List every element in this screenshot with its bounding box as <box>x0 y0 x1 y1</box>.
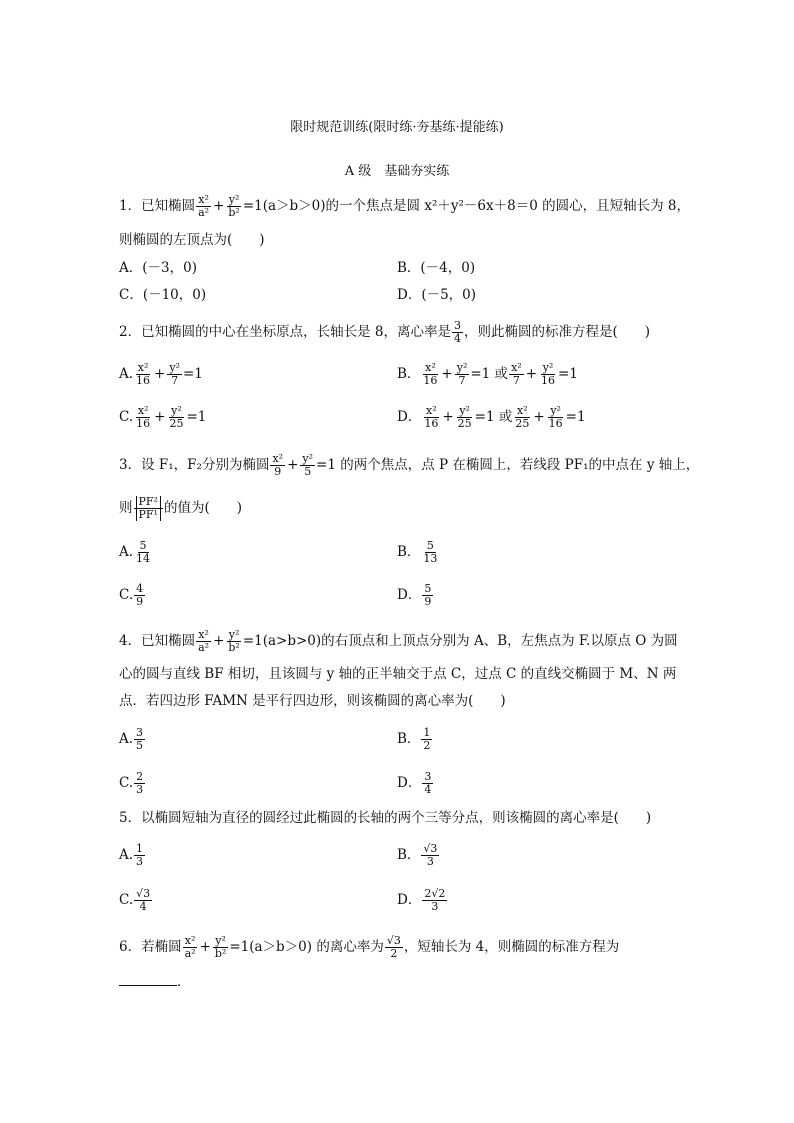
q1-option-c: C．(－10，0) <box>119 287 207 303</box>
question-1-line-1: 1．已知椭圆 $\frac{\text{x²}}{\text{a²}}$ + $\frac{\text{y²}}{\text{b²}}$ =1(a＞b＞0)的一个焦点是圆 x²＋y²－6x＋8＝0 的圆心，且短轴长为 8， <box>119 193 690 219</box>
fraction: $\frac{\text{y²}}{25}$ <box>457 404 472 430</box>
fraction: $\frac{4}{9}$ <box>136 582 144 608</box>
fraction: $\frac{\text{x²}}{9}$ <box>272 452 284 478</box>
answer-blank[interactable] <box>119 973 177 986</box>
fraction: $\frac{3}{4}$ <box>424 770 432 796</box>
fraction: $\frac{\text{y²}}{16}$ <box>548 404 563 430</box>
q1-option-b: B．(－4，0) <box>397 260 476 276</box>
question-3-line-2: 则 $\frac{\text{PF²}}{\text{PF¹}}$ 的值为( ) <box>119 495 242 521</box>
fraction: $\frac{\text{y²}}{\text{b²}}$ <box>214 934 227 960</box>
q4-option-d: D． $\frac{3}{4}$ <box>397 770 432 796</box>
question-4-line-2: 心的圆与直线 BF 相切，且该圆与 y 轴的正半轴交于点 C，过点 C 的直线交椭圆于 M、N 两 <box>119 666 677 682</box>
q4-option-c: C. $\frac{2}{3}$ <box>119 770 144 796</box>
q1-tail: =1(a＞b＞0)的一个焦点是圆 x²＋y²－6x＋8＝0 的圆心，且短轴长为 8， <box>242 198 690 214</box>
question-5-stem: 5．以椭圆短轴为直径的圆经过此椭圆的长轴的两个三等分点，则该椭圆的离心率是( ) <box>119 810 652 826</box>
fraction: $\frac{\text{y²}}{7}$ <box>169 361 180 387</box>
fraction: $\frac{\text{x²}}{7}$ <box>511 361 522 387</box>
fraction: $\frac{\text{x²}}{\text{a²}}$ <box>198 193 210 219</box>
fraction: $\frac{3}{4}$ <box>453 319 461 345</box>
q4-option-b: B． $\frac{1}{2}$ <box>397 726 431 752</box>
fraction: $\frac{\text{x²}}{\text{a²}}$ <box>198 628 210 654</box>
page-title: 限时规范训练(限时练·夯基练·提能练) <box>290 120 504 135</box>
question-3-line-1: 3．设 F₁，F₂分别为椭圆 $\frac{\text{x²}}{9}$ + $\frac{\text{y²}}{5}$ =1 的两个焦点，点 P 在椭圆上，若线段 PF₁的中点在 y 轴上， <box>119 452 700 478</box>
q5-option-c: C. $\frac{√3}{4}$ <box>119 887 151 913</box>
fraction: $\frac{\text{y²}}{\text{b²}}$ <box>228 628 240 654</box>
q2-option-c: C. $\frac{\text{x²}}{16}$ + $\frac{\text{y²}}{25}$ =1 <box>119 404 207 430</box>
fraction: $\frac{\text{x²}}{16}$ <box>423 361 438 387</box>
q5-option-a: A. $\frac{1}{3}$ <box>119 842 144 868</box>
question-6-line-2: ． <box>119 972 191 992</box>
q5-option-d: D． $\frac{2√2}{3}$ <box>397 887 446 913</box>
fraction: $\frac{1}{3}$ <box>136 842 144 868</box>
question-6-line-1: 6．若椭圆 $\frac{\text{x²}}{\text{a²}}$ + $\frac{\text{y²}}{\text{b²}}$ =1(a＞b＞0) 的离心率为 $\frac{√3}{2}$ ，短轴长为 4，则椭圆的标准方程为 <box>119 934 620 960</box>
fraction: $\frac{\text{y²}}{7}$ <box>456 361 468 387</box>
fraction: $\frac{5}{14}$ <box>136 539 151 565</box>
q2-option-a: A. $\frac{\text{x²}}{16}$ + $\frac{\text{y²}}{7}$ =1 <box>119 361 203 387</box>
q2-option-b: B． $\frac{\text{x²}}{16}$ + $\frac{\text{y²}}{7}$ =1 或 $\frac{\text{x²}}{7}$ + $\frac{\text{y²}}{16}$ =1 <box>397 361 578 387</box>
fraction: $\frac{\text{PF²}}{\text{PF¹}}$ <box>134 496 163 521</box>
q1-option-a: A．(－3，0) <box>119 260 197 276</box>
fraction: $\frac{5}{13}$ <box>423 539 438 565</box>
question-4-line-1: 4．已知椭圆 $\frac{\text{x²}}{\text{a²}}$ + $\frac{\text{y²}}{\text{b²}}$ =1(a>b>0)的右顶点和上顶点分别为 A、B，左焦点为 F.以原点 O 为圆 <box>119 628 678 654</box>
fraction: $\frac{\text{x²}}{16}$ <box>136 404 151 430</box>
q3-option-c: C. $\frac{4}{9}$ <box>119 582 144 608</box>
fraction: $\frac{3}{5}$ <box>136 726 144 752</box>
fraction: $\frac{√3}{4}$ <box>136 887 151 913</box>
fraction: $\frac{1}{2}$ <box>423 726 431 752</box>
fraction: $\frac{5}{9}$ <box>424 582 432 608</box>
q1-option-d: D．(－5，0) <box>397 287 477 303</box>
q5-option-b: B． $\frac{√3}{3}$ <box>397 842 438 868</box>
q4-option-a: A. $\frac{3}{5}$ <box>119 726 144 752</box>
fraction: $\frac{\text{x²}}{16}$ <box>136 361 151 387</box>
q3-option-d: D． $\frac{5}{9}$ <box>397 582 432 608</box>
fraction: $\frac{\text{y²}}{25}$ <box>169 404 184 430</box>
fraction: $\frac{\text{y²}}{16}$ <box>541 361 555 387</box>
fraction: $\frac{\text{x²}}{16}$ <box>424 404 439 430</box>
q3-option-b: B． $\frac{5}{13}$ <box>397 539 438 565</box>
section-heading: A 级 基础夯实练 <box>344 164 450 179</box>
fraction: $\frac{2√2}{3}$ <box>424 887 446 913</box>
fraction: $\frac{√3}{2}$ <box>386 934 401 960</box>
q1-prefix: 1．已知椭圆 <box>119 198 196 214</box>
fraction: $\frac{\text{y²}}{\text{b²}}$ <box>228 193 240 219</box>
question-2-stem: 2．已知椭圆的中心在坐标原点，长轴长是 8，离心率是 $\frac{3}{4}$ ，则此椭圆的标准方程是( ) <box>119 319 651 345</box>
fraction: $\frac{\text{y²}}{5}$ <box>302 452 314 478</box>
q3-option-a: A. $\frac{5}{14}$ <box>119 539 151 565</box>
q2-option-d: D． $\frac{\text{x²}}{16}$ + $\frac{\text{y²}}{25}$ =1 或 $\frac{\text{x²}}{25}$ + $\frac{\text{y²}}{16}$ =1 <box>397 404 586 430</box>
fraction: $\frac{2}{3}$ <box>136 770 144 796</box>
fraction: $\frac{√3}{3}$ <box>423 842 438 868</box>
fraction: $\frac{\text{x²}}{25}$ <box>515 404 530 430</box>
question-1-line-2: 则椭圆的左顶点为( ) <box>119 232 265 248</box>
fraction: $\frac{\text{x²}}{\text{a²}}$ <box>184 934 196 960</box>
question-4-line-3: 点．若四边形 FAMN 是平行四边形，则该椭圆的离心率为( ) <box>119 693 506 709</box>
